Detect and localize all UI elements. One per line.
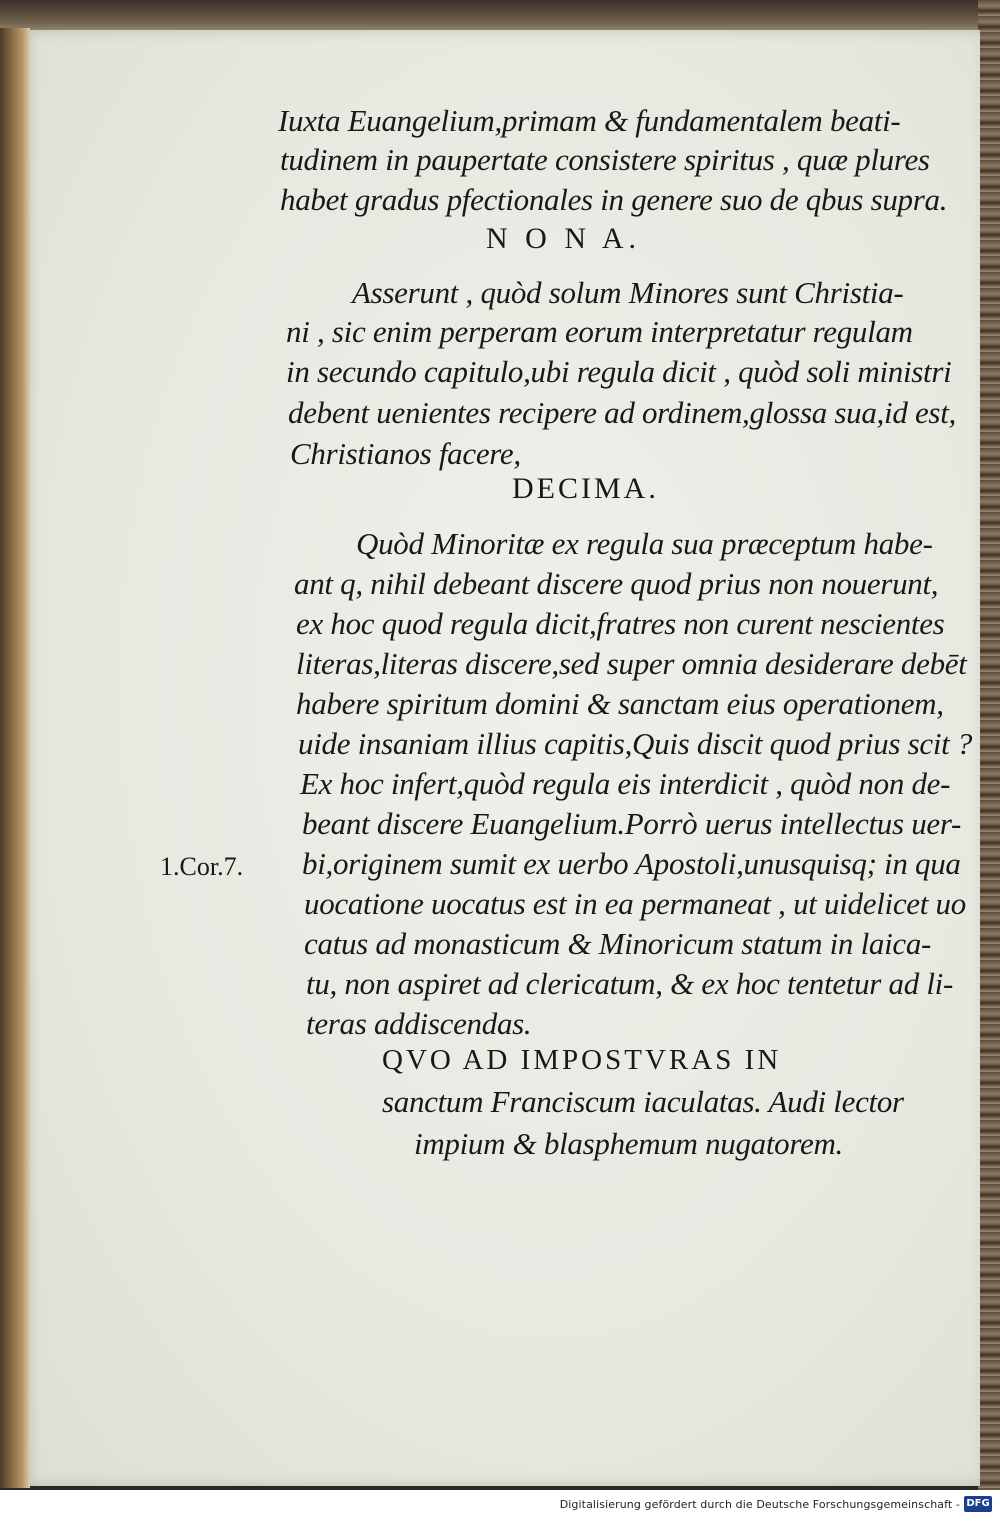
- dfg-logo-icon: DFG: [964, 1496, 992, 1512]
- text-line: tudinem in paupertate consistere spiritus , quæ plures: [280, 142, 930, 177]
- footer-bar: [0, 1490, 1000, 1521]
- text-line: ex hoc quod regula dicit,fratres non curent nescientes: [296, 606, 945, 641]
- text-line: in secundo capitulo,ubi regula dicit , quòd soli ministri: [286, 354, 952, 389]
- text-line: ant q, nihil debeant discere quod prius non nouerunt,: [294, 566, 939, 601]
- text-line: teras addiscendas.: [306, 1006, 532, 1041]
- book-page-edges: [978, 0, 1000, 1490]
- text-line: debent uenientes recipere ad ordinem,glossa sua,id est,: [288, 395, 956, 430]
- text-line: bi,originem sumit ex uerbo Apostoli,unusquisq; in qua: [302, 846, 961, 881]
- text-line: ni , sic enim perperam eorum interpretatur regulam: [286, 314, 913, 349]
- text-line: Quòd Minoritæ ex regula sua præceptum habe-: [356, 526, 933, 561]
- footer-credit-text: Digitalisierung gefördert durch die Deutsche Forschungsgemeinschaft -: [559, 1498, 960, 1511]
- text-line: Christianos facere,: [290, 436, 521, 471]
- text-line: uocatione uocatus est in ea permaneat , ut uidelicet uo: [304, 886, 966, 921]
- text-line: uide insaniam illius capitis,Quis discit quod prius scit ?: [298, 726, 973, 761]
- text-line: habere spiritum domini & sanctam eius operationem,: [296, 686, 944, 721]
- closing-heading: QVO AD IMPOSTVRAS IN: [382, 1044, 782, 1076]
- closing-line: sanctum Franciscum iaculatas. Audi lector: [382, 1084, 904, 1119]
- text-line: Iuxta Euangelium,primam & fundamentalem beati-: [278, 103, 901, 138]
- margin-note-reference: 1.Cor.7.: [160, 852, 244, 881]
- section-heading-decima: DECIMA.: [512, 472, 659, 505]
- text-line: literas,literas discere,sed super omnia desiderare debēt: [296, 646, 967, 681]
- text-line: tu, non aspiret ad clericatum, & ex hoc tentetur ad li-: [306, 966, 954, 1001]
- text-line: habet gradus pfectionales in genere suo de qbus supra.: [280, 182, 948, 217]
- book-spine-edge: [0, 28, 30, 1488]
- text-line: catus ad monasticum & Minoricum statum in laica-: [304, 926, 932, 961]
- text-line: beant discere Euangelium.Porrò uerus intellectus uer-: [302, 806, 962, 841]
- section-heading-nona: N O N A.: [486, 222, 642, 255]
- closing-line: impium & blasphemum nugatorem.: [414, 1126, 843, 1161]
- text-line: Asserunt , quòd solum Minores sunt Christia-: [352, 275, 904, 310]
- text-line: Ex hoc infert,quòd regula eis interdicit , quòd non de-: [300, 766, 951, 801]
